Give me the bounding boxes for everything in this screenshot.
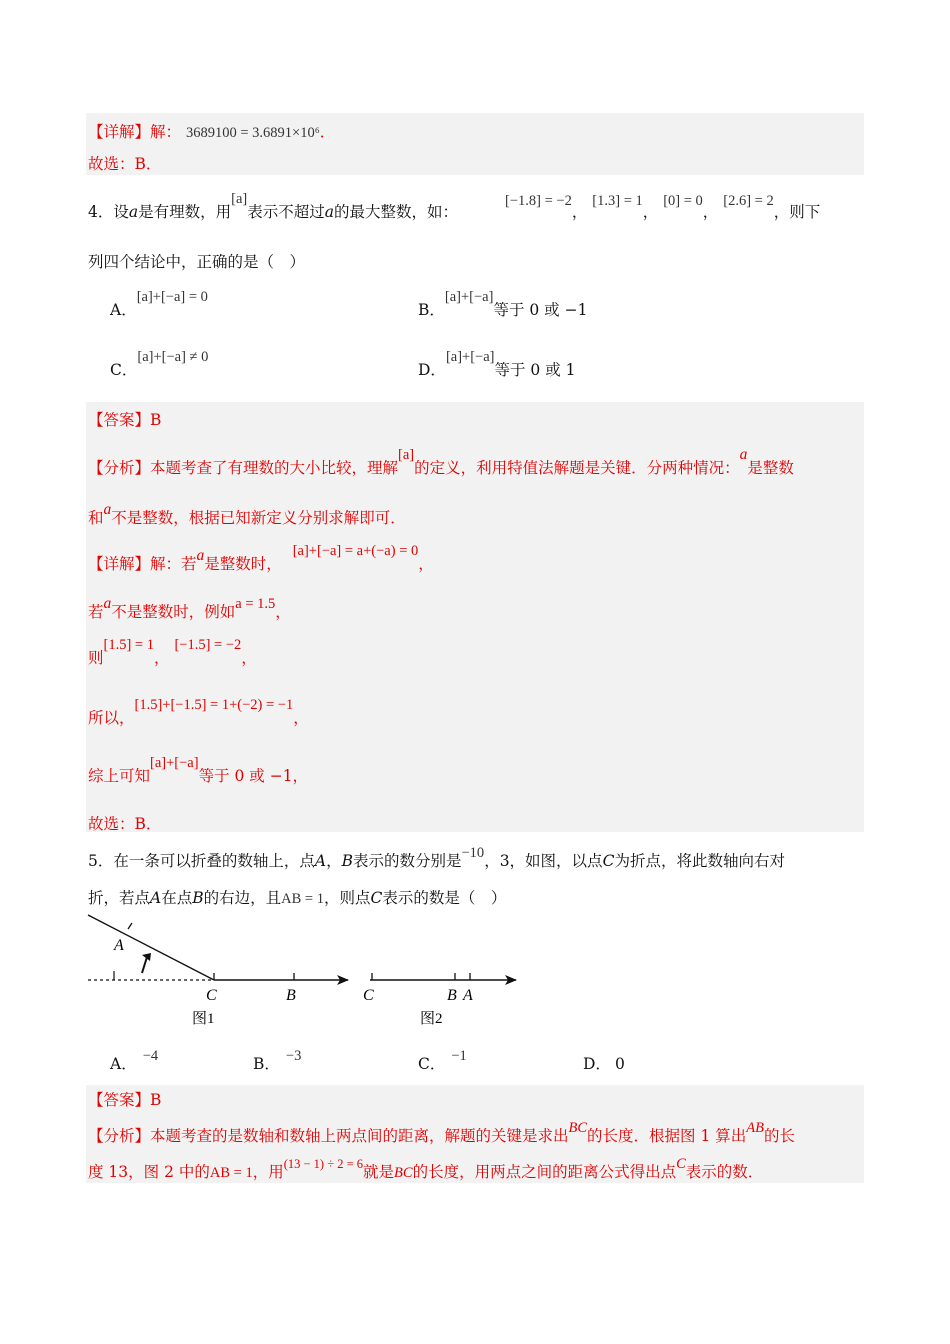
- line2-math1: AB = 1: [209, 1165, 253, 1181]
- var-a: a: [739, 446, 748, 463]
- q5-stem-a: 5．在一条可以折叠的数轴上，点: [88, 852, 315, 870]
- comma: ，: [275, 603, 291, 621]
- option-label: C．: [110, 361, 138, 379]
- option-label: D．: [418, 361, 446, 379]
- prev-detail-line: [88, 120, 335, 142]
- option-label: A．: [110, 301, 137, 319]
- analysis-line2a: 和: [88, 509, 104, 527]
- q5-option-d[interactable]: [583, 1052, 625, 1074]
- fold-arrow-icon: [142, 957, 147, 973]
- folded-line: [88, 915, 214, 980]
- text-then: 则: [88, 649, 104, 667]
- comma: ，: [571, 203, 588, 221]
- detail-b: 是整数时，: [204, 555, 282, 573]
- line2-b: 在点: [161, 889, 193, 907]
- line2-e: 表示的数是（ ）: [382, 889, 507, 907]
- line2-math2: (13 − 1) ÷ 2 = 6: [283, 1157, 364, 1171]
- var-bc: BC: [568, 1120, 588, 1136]
- number-line-figure: [80, 905, 540, 1035]
- q5-stem-d: 为折点，将此数轴向右对: [614, 852, 785, 870]
- point-c: C: [370, 889, 383, 907]
- sep: ，: [326, 852, 342, 870]
- label-b-fig1: B: [286, 987, 296, 1004]
- point-a: A: [150, 889, 162, 907]
- line2-c: 的右边，且: [203, 889, 282, 907]
- q4-then-line: [88, 637, 257, 668]
- line2-a2: 度 13，图 2 中的: [88, 1163, 210, 1181]
- comma: ，: [642, 203, 659, 221]
- comma: ，: [153, 649, 170, 667]
- option-math: [a]+[−a] = 0: [136, 289, 208, 305]
- q4-option-c[interactable]: [110, 349, 209, 380]
- var-a: a: [128, 203, 139, 221]
- math-a-eq: a = 1.5: [235, 596, 276, 612]
- num-neg10: −10: [461, 845, 485, 861]
- line2-d: ，则点: [323, 889, 371, 907]
- option-label: B．: [418, 301, 445, 319]
- example-3: [0] = 0: [663, 193, 703, 209]
- q5-stem-c: ，3，如图，以点: [484, 852, 603, 870]
- analysis-a: 【分析】本题考查的是数轴和数轴上两点间的距离，解题的关键是求出: [88, 1127, 569, 1145]
- q4-stem-d: 的最大整数，如：: [334, 203, 459, 221]
- q4-stem-b: 是有理数，用: [138, 203, 232, 221]
- q4-option-a[interactable]: [110, 289, 208, 320]
- point-c: C: [602, 852, 615, 870]
- option-value: 0: [614, 1055, 625, 1073]
- line2-e2: 表示的数．: [685, 1163, 764, 1181]
- bracket-a: [a]: [231, 191, 248, 207]
- caption-fig1: 图1: [192, 1011, 215, 1027]
- point-b: B: [192, 889, 204, 907]
- summary-b: 等于 0 或 −1，: [198, 767, 309, 785]
- var-a: a: [324, 203, 334, 221]
- var-a: a: [103, 595, 112, 612]
- line2-c2: 就是: [363, 1163, 395, 1181]
- q5-stem-line1: [88, 845, 785, 871]
- option-label: D．: [583, 1055, 611, 1073]
- analysis-c: 的长: [763, 1127, 795, 1145]
- detail-text: 解：: [150, 123, 182, 141]
- comma: ，: [241, 649, 257, 667]
- option-text: 等于 0 或 1: [494, 361, 576, 379]
- option-value: −4: [142, 1048, 159, 1064]
- var-ab: AB: [746, 1120, 764, 1136]
- line2-d2: 的长度，用两点之间的距离公式得出点: [412, 1163, 677, 1181]
- comma: ，: [702, 203, 719, 221]
- label-b-fig2: B: [447, 987, 457, 1004]
- example-4: [2.6] = 2: [723, 193, 774, 209]
- point-a: A: [314, 852, 327, 870]
- label-c-fig1: C: [206, 987, 217, 1004]
- q4-analysis-line1: [88, 446, 794, 478]
- q4-choose: 故选：B．: [88, 815, 162, 833]
- q4-stem-e: ，则下: [773, 203, 821, 221]
- q5-stem-b: 表示的数分别是: [352, 852, 462, 870]
- q4-analysis-line2: [88, 501, 406, 528]
- comma: ，: [418, 555, 434, 573]
- q4-summary-line: [88, 755, 309, 786]
- q4-stem-line2: 列四个结论中，正确的是（ ）: [88, 253, 306, 271]
- var-a: a: [103, 501, 112, 518]
- ab-math: AB = 1: [281, 891, 324, 907]
- caption-fig2: 图2: [420, 1011, 443, 1027]
- analysis-a: 【分析】本题考查了有理数的大小比较，理解: [88, 459, 399, 477]
- q5-option-a[interactable]: [110, 1048, 159, 1074]
- analysis-b: 的长度．根据图 1 算出: [587, 1127, 747, 1145]
- text-if: 若: [88, 603, 104, 621]
- q5-option-b[interactable]: [253, 1048, 302, 1074]
- example-2: [1.3] = 1: [592, 193, 643, 209]
- then-math1: [1.5] = 1: [103, 637, 154, 653]
- q4-answer: 【答案】B: [88, 411, 162, 429]
- label-c-fig2: C: [363, 987, 374, 1004]
- detail-end: ．: [319, 123, 336, 141]
- option-value: −1: [451, 1048, 467, 1064]
- q4-detail-line1: [88, 543, 434, 574]
- q4-option-b[interactable]: [418, 289, 588, 320]
- q5-option-c[interactable]: [418, 1048, 467, 1074]
- line2-a: 折，若点: [88, 889, 151, 907]
- q5-analysis-line1: [88, 1120, 795, 1146]
- option-label: B．: [253, 1055, 280, 1073]
- detail-a: 【详解】解：若: [88, 555, 197, 573]
- option-math: [a]+[−a]: [445, 349, 495, 365]
- var-c: C: [676, 1156, 686, 1172]
- detail-math1: [a]+[−a] = a+(−a) = 0: [292, 543, 419, 559]
- option-math: [a]+[−a]: [444, 289, 494, 305]
- label-a-fig1: A: [114, 937, 124, 954]
- label-a-fig2: A: [463, 987, 473, 1004]
- analysis-math: [a]: [398, 447, 415, 463]
- q4-stem-a: 4．设: [88, 203, 129, 221]
- so-math: [1.5]+[−1.5] = 1+(−2) = −1: [134, 697, 294, 713]
- summary-a: 综上可知: [88, 767, 151, 785]
- analysis-b: 的定义，利用特值法解题是关键．分两种情况：: [414, 459, 740, 477]
- q4-stem-line1: [88, 191, 459, 222]
- option-label: C．: [418, 1055, 446, 1073]
- summary-math: [a]+[−a]: [150, 755, 199, 771]
- q5-analysis-line2: [88, 1156, 764, 1182]
- option-label: A．: [110, 1055, 137, 1073]
- prev-choose: 故选：B．: [88, 155, 162, 173]
- analysis-line2b: 不是整数，根据已知新定义分别求解即可．: [111, 509, 406, 527]
- text-not-int: 不是整数时，例如: [111, 603, 236, 621]
- option-value: −3: [285, 1048, 302, 1064]
- line2-b2: ，用: [252, 1163, 284, 1181]
- example-1: [−1.8] = −2: [505, 193, 572, 209]
- option-math: [a]+[−a] ≠ 0: [137, 349, 209, 365]
- tick-a-fig1: [128, 923, 132, 929]
- var-a: a: [196, 547, 205, 564]
- q5-answer: 【答案】B: [88, 1091, 162, 1109]
- q4-examples: [505, 188, 821, 221]
- q4-so-line: [88, 697, 309, 728]
- option-text: 等于 0 或 −1: [493, 301, 588, 319]
- so-label: 所以，: [88, 709, 135, 727]
- comma: ，: [293, 709, 309, 727]
- q4-stem-c: 表示不超过: [247, 203, 325, 221]
- then-math2: [−1.5] = −2: [174, 637, 242, 653]
- q4-option-d[interactable]: [418, 349, 576, 380]
- analysis-c: 是整数: [747, 459, 794, 477]
- detail-label: 【详解】: [88, 123, 151, 141]
- var-bc: BC: [394, 1165, 413, 1181]
- point-b: B: [341, 852, 353, 870]
- detail-math: 3689100 = 3.6891×10⁶: [185, 125, 320, 141]
- q4-not-integer-line: [88, 595, 291, 622]
